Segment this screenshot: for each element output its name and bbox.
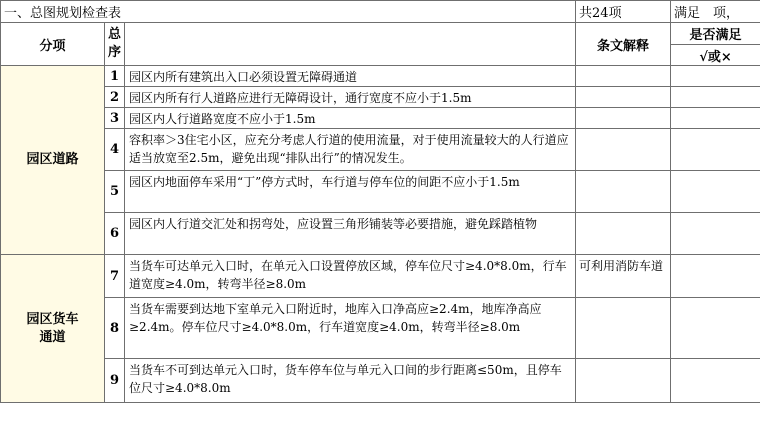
row-text: 园区内地面停车采用“丁”停方式时，车行道与停车位的间距不应小于1.5m: [125, 171, 576, 213]
row-check-cell[interactable]: [671, 108, 760, 129]
row-note: [576, 359, 671, 403]
col-header-meets: 是否满足: [671, 23, 760, 45]
row-number: 3: [105, 108, 125, 129]
table-row: [1, 213, 760, 255]
col-header-index-line1: 总: [107, 27, 121, 42]
row-check-cell[interactable]: [671, 359, 760, 403]
col-header-index: [105, 23, 125, 66]
row-text: 园区内所有建筑出入口必须设置无障碍通道: [125, 66, 576, 87]
row-check-cell[interactable]: [671, 66, 760, 87]
table-row: [1, 255, 760, 298]
row-note: [576, 108, 671, 129]
row-number: 9: [105, 359, 125, 403]
category-road: 园区道路: [1, 66, 105, 255]
col-header-index-line2: 序: [107, 45, 121, 60]
table-row: [1, 298, 760, 359]
col-header-content: [125, 23, 576, 66]
row-check-cell[interactable]: [671, 298, 760, 359]
row-number: 8: [105, 298, 125, 359]
table-row: [1, 66, 760, 87]
table-row: [1, 171, 760, 213]
row-number: 4: [105, 129, 125, 171]
row-text: 当货车可达单元入口时，在单元入口设置停放区域，停车位尺寸≥4.0*8.0m，行车道宽度≥4.0m，转弯半径≥8.0m: [125, 255, 576, 298]
satisfied-count: 满足 项，: [671, 1, 760, 23]
row-number: 2: [105, 87, 125, 108]
row-note: 可利用消防车道: [576, 255, 671, 298]
row-text: 容积率＞3住宅小区，应充分考虑人行道的使用流量，对于使用流量较大的人行道应适当放宽至2.5m，避免出现“排队出行”的情况发生。: [125, 129, 576, 171]
row-number: 7: [105, 255, 125, 298]
sheet-title: 一、总图规划检查表: [1, 1, 576, 23]
col-header-explain: 条文解释: [576, 23, 671, 66]
table-row: [1, 87, 760, 108]
table-row: [1, 359, 760, 403]
row-text: 园区内人行道交汇处和拐弯处，应设置三角形铺装等必要措施，避免踩踏植物: [125, 213, 576, 255]
row-check-cell[interactable]: [671, 171, 760, 213]
row-number: 6: [105, 213, 125, 255]
col-header-mark: √或×: [671, 45, 760, 66]
row-note: [576, 213, 671, 255]
table-row: [1, 108, 760, 129]
row-note: [576, 66, 671, 87]
row-check-cell[interactable]: [671, 255, 760, 298]
row-text: 园区内所有行人道路应进行无障碍设计，通行宽度不应小于1.5m: [125, 87, 576, 108]
col-header-category: 分项: [1, 23, 105, 66]
row-number: 1: [105, 66, 125, 87]
row-number: 5: [105, 171, 125, 213]
row-note: [576, 171, 671, 213]
row-check-cell[interactable]: [671, 213, 760, 255]
category-truck-lane-line1: 园区货车: [26, 311, 79, 327]
category-truck-lane: [1, 255, 105, 403]
row-text: 当货车需要到达地下室单元入口附近时，地库入口净高应≥2.4m，地库净高应≥2.4m。停车位尺寸≥4.0*8.0m，行车道宽度≥4.0m，转弯半径≥8.0m: [125, 298, 576, 359]
total-items: 共24项: [576, 1, 671, 23]
title-row: [1, 1, 760, 23]
row-note: [576, 87, 671, 108]
row-check-cell[interactable]: [671, 129, 760, 171]
row-check-cell[interactable]: [671, 87, 760, 108]
table-row: [1, 129, 760, 171]
row-text: 园区内人行道路宽度不应小于1.5m: [125, 108, 576, 129]
row-text: 当货车不可到达单元入口时，货车停车位与单元入口间的步行距离≤50m，且停车位尺寸≥4.0*8.0m: [125, 359, 576, 403]
header-row-1: [1, 23, 760, 45]
row-note: [576, 129, 671, 171]
category-truck-lane-line2: 通道: [39, 329, 66, 345]
row-note: [576, 298, 671, 359]
